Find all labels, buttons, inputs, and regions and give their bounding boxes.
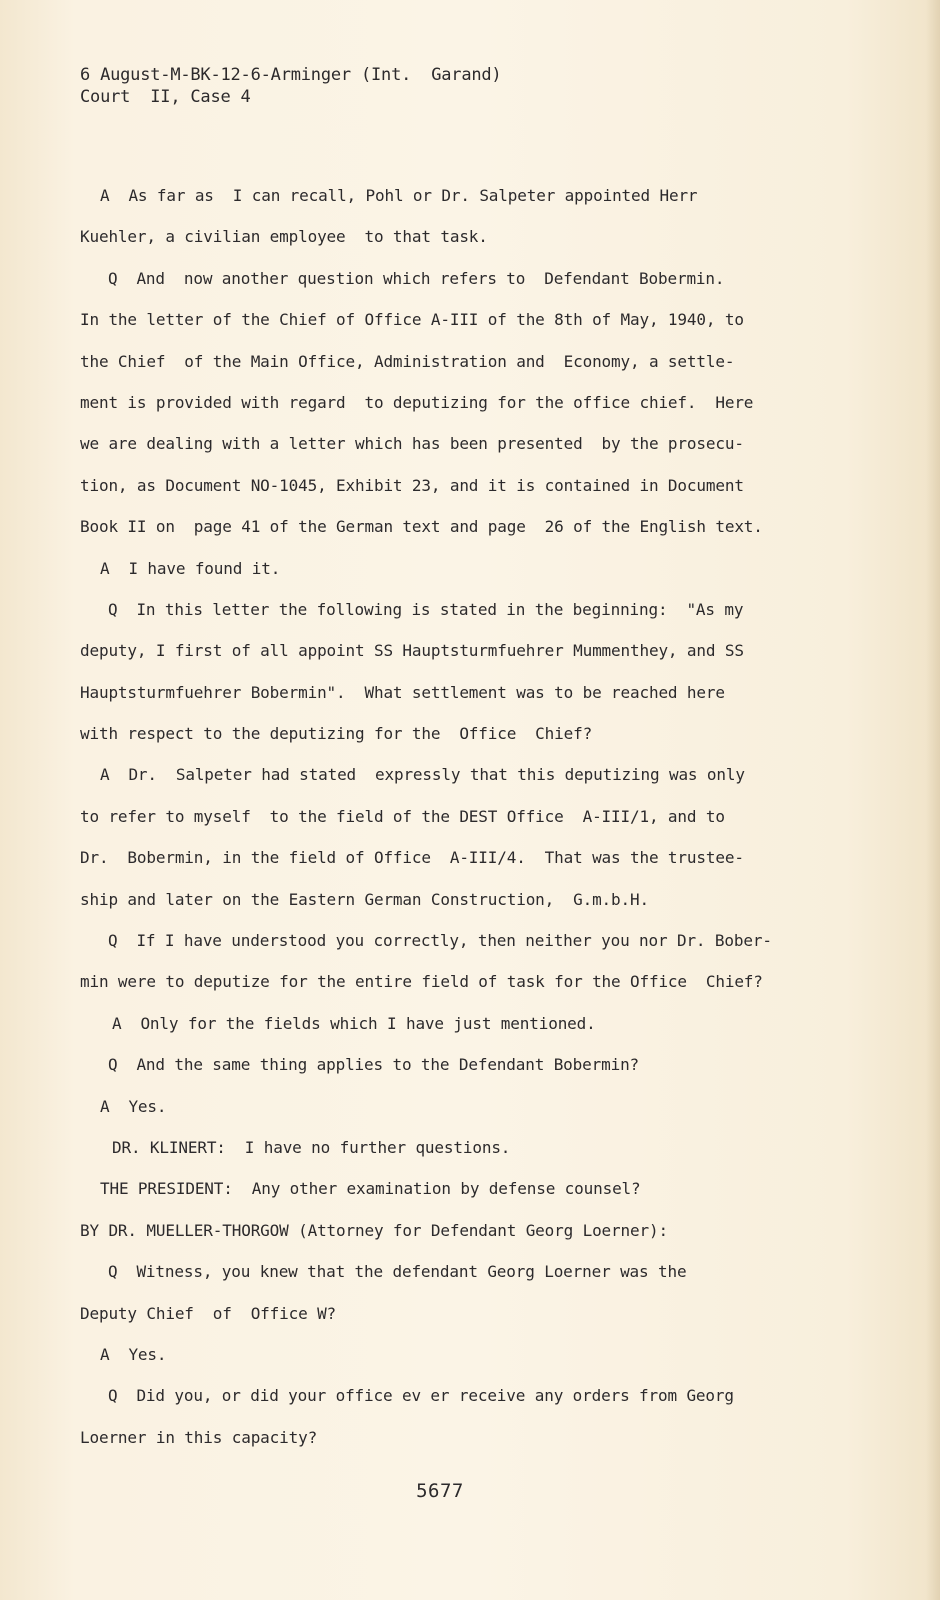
transcript-line: A I have found it. [100,558,281,578]
transcript-line: Loerner in this capacity? [80,1427,318,1447]
transcript-line: with respect to the deputizing for the Office Chief? [80,724,593,744]
transcript-line: Book II on page 41 of the German text and page 26 of the English text. [80,517,763,537]
transcript-line: min were to deputize for the entire field of task for the Office Chief? [80,972,763,992]
transcript-line: Q Did you, or did your office ev er receive any orders from Georg [108,1386,734,1406]
transcript-line: A Yes. [100,1344,167,1364]
transcript-line: ship and later on the Eastern German Construction, G.m.b.H. [80,889,649,909]
transcript-line: Q And now another question which refers to Defendant Bobermin. [108,268,725,288]
transcript-line: we are dealing with a letter which has been presented by the prosecu- [80,434,744,454]
header-court-line: Court II, Case 4 [80,87,251,107]
transcript-line: DR. KLINERT: I have no further questions. [112,1137,511,1157]
transcript-line: Q Witness, you knew that the defendant Georg Loerner was the [108,1262,687,1282]
transcript-line: THE PRESIDENT: Any other examination by defense counsel? [100,1179,641,1199]
transcript-line: A Dr. Salpeter had stated expressly that this deputizing was only [100,765,745,785]
transcript-line: A Yes. [100,1096,167,1116]
transcript-line: tion, as Document NO-1045, Exhibit 23, and it is contained in Document [80,475,744,495]
transcript-line: Dr. Bobermin, in the field of Office A-III/4. That was the trustee- [80,848,744,868]
transcript-line: Kuehler, a civilian employee to that task. [80,227,488,247]
document-header [80,64,501,108]
transcript-line: A As far as I can recall, Pohl or Dr. Salpeter appointed Herr [100,186,698,205]
transcript-line: BY DR. MUELLER-THORGOW (Attorney for Defendant Georg Loerner): [80,1220,668,1240]
transcript-line: Q If I have understood you correctly, then neither you nor Dr. Bober- [108,931,772,951]
header-session-line: 6 August-M-BK-12-6-Arminger (Int. Garand) [80,65,502,85]
transcript-line: Deputy Chief of Office W? [80,1303,337,1323]
transcript-line: Q And the same thing applies to the Defendant Bobermin? [108,1055,640,1075]
page-edge-shadow [926,0,940,1600]
page-number: 5677 [416,1480,464,1502]
transcript-line: deputy, I first of all appoint SS Hauptsturmfuehrer Mummenthey, and SS [80,641,744,661]
transcript-line: Q In this letter the following is stated in the beginning: "As my [108,599,744,619]
transcript-line: A Only for the fields which I have just mentioned. [112,1013,596,1033]
transcript-body [80,186,840,1469]
transcript-line: ment is provided with regard to deputizing for the office chief. Here [80,392,754,412]
transcript-line: to refer to myself to the field of the DEST Office A-III/1, and to [80,806,725,826]
transcript-line: the Chief of the Main Office, Administration and Economy, a settle- [80,351,735,371]
transcript-line: In the letter of the Chief of Office A-III of the 8th of May, 1940, to [80,310,744,330]
transcript-line: Hauptsturmfuehrer Bobermin". What settlement was to be reached here [80,682,725,702]
